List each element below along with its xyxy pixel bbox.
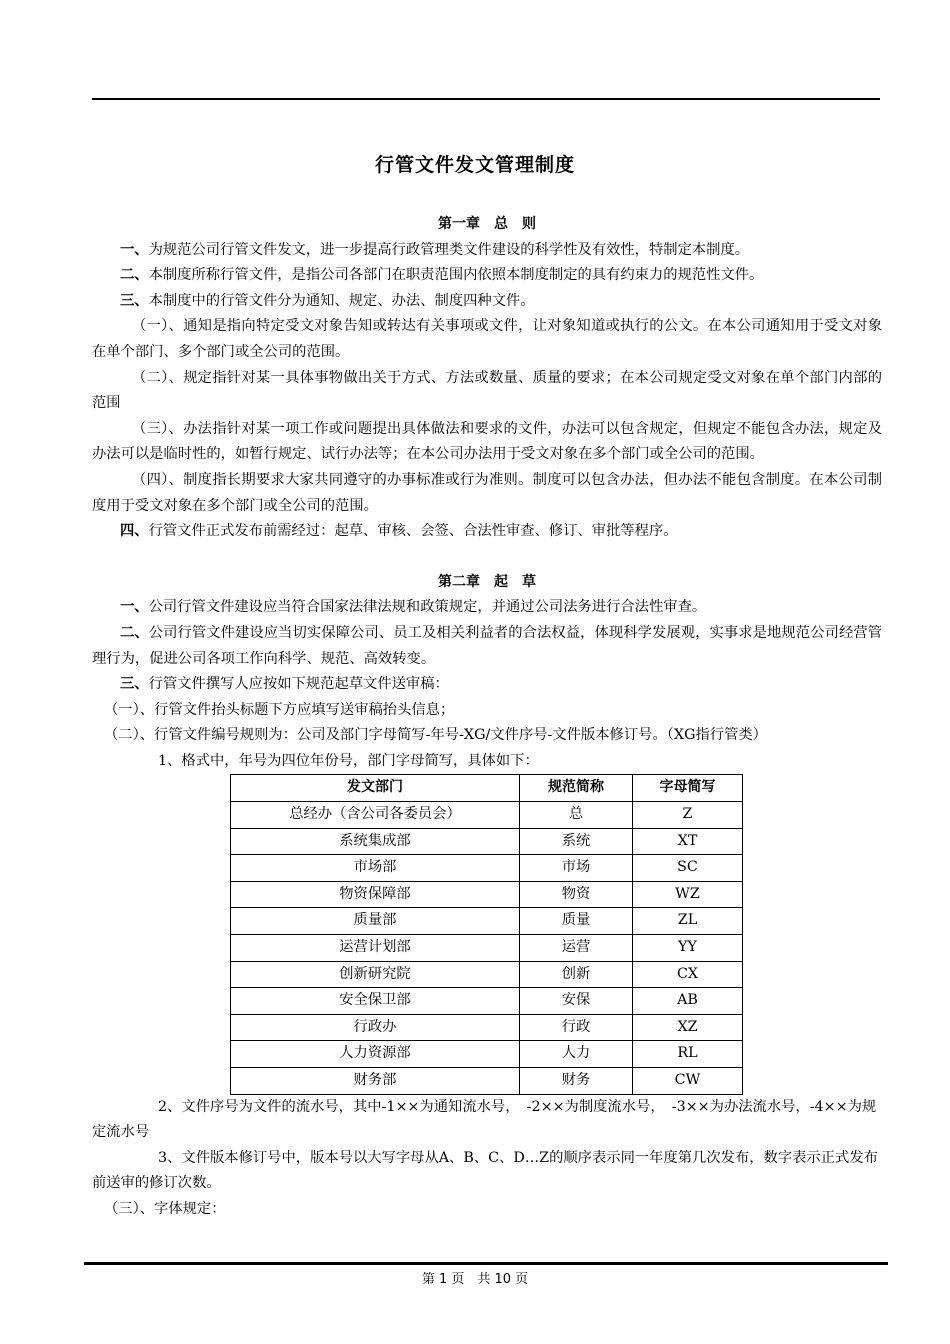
table-cell: 质量 bbox=[520, 908, 633, 935]
table-cell: 财务部 bbox=[231, 1068, 520, 1095]
table-row bbox=[231, 908, 743, 935]
table-cell: 运营 bbox=[520, 935, 633, 962]
table-cell: 行政 bbox=[520, 1014, 633, 1041]
table-cell: 市场 bbox=[520, 855, 633, 882]
table-cell: 安保 bbox=[520, 988, 633, 1015]
table-row bbox=[231, 1041, 743, 1068]
table-row bbox=[231, 988, 743, 1015]
table-row bbox=[231, 935, 743, 962]
table-cell: 创新 bbox=[520, 961, 633, 988]
ch2-item-1: 1、格式中，年号为四位年份号，部门字母简写，具体如下： bbox=[158, 752, 539, 769]
table-row bbox=[231, 1068, 743, 1095]
ch2-subclause-2: （二）、行管文件编号规则为：公司及部门字母简写-年号-XG/文件序号-文件版本修订号。（XG指行管类） bbox=[104, 727, 767, 744]
table-cell: 物资保障部 bbox=[231, 881, 520, 908]
document-title: 行管文件发文管理制度 bbox=[374, 154, 575, 176]
section-gap bbox=[92, 545, 882, 570]
table-cell: CX bbox=[633, 961, 743, 988]
table-row bbox=[231, 881, 743, 908]
header-rule bbox=[92, 98, 880, 100]
table-cell: 行政办 bbox=[231, 1014, 520, 1041]
table-cell: 运营计划部 bbox=[231, 935, 520, 962]
ch1-subclause-3: （三）、办法指针对某一项工作或问题提出具体做法和要求的文件，办法可以包含规定，但规定不能包含办法，规定及办法可以是临时性的，如暂行规定、试行办法等；在本公司办法用于受文对象在多个部门或全公司的范围。 bbox=[92, 420, 882, 463]
table-cell: 质量部 bbox=[231, 908, 520, 935]
table-cell: XZ bbox=[633, 1014, 743, 1041]
ch1-subclause-1: （一）、通知是指向特定受文对象告知或转达有关事项或文件，让对象知道或执行的公文。在本公司通知用于受文对象在单个部门、多个部门或全公司的范围。 bbox=[92, 318, 882, 360]
table-cell: 物资 bbox=[520, 881, 633, 908]
table-cell: 总 bbox=[520, 802, 633, 829]
ch2-subclause-3: （三）、字体规定： bbox=[104, 1200, 226, 1217]
table-row bbox=[231, 855, 743, 882]
table-header-cell: 规范简称 bbox=[520, 775, 633, 802]
table-cell: 安全保卫部 bbox=[231, 988, 520, 1015]
ch2-clause-2: 二、公司行管文件建设应当切实保障公司、员工及相关利益者的合法权益，体现科学发展观，实事求是地规范公司经营管理行为，促进公司各项工作向科学、规范、高效转变。 bbox=[92, 624, 883, 667]
table-cell: AB bbox=[633, 988, 743, 1015]
document-body bbox=[92, 212, 882, 1223]
table-cell: 人力 bbox=[520, 1041, 633, 1068]
ch2-item-2: 2、文件序号为文件的流水号，其中-1××为通知流水号， -2××为制度流水号， -3××为办法流水号，-4××为规定流水号 bbox=[92, 1098, 877, 1141]
chapter-2-heading: 第二章 起 草 bbox=[438, 573, 536, 590]
table-cell: RL bbox=[633, 1041, 743, 1068]
table-cell: XT bbox=[633, 828, 743, 855]
table-cell: CW bbox=[633, 1068, 743, 1095]
table-cell: 总经办（含公司各委员会） bbox=[231, 802, 520, 829]
table-cell: SC bbox=[633, 855, 743, 882]
ch2-item-3: 3、文件版本修订号中，版本号以大写字母从A、B、C、D…Z的顺序表示同一年度第几次发布，数字表示正式发布前送审的修订次数。 bbox=[92, 1149, 878, 1192]
table-row bbox=[231, 1014, 743, 1041]
table-cell: 系统 bbox=[520, 828, 633, 855]
ch1-clause-3: 三、本制度中的行管文件分为通知、规定、办法、制度四种文件。 bbox=[120, 292, 535, 309]
table-cell: 系统集成部 bbox=[231, 828, 520, 855]
ch1-clause-4: 四、行管文件正式发布前需经过：起草、审核、会签、合法性审查、修订、审批等程序。 bbox=[120, 523, 678, 540]
ch1-subclause-2: （二）、规定指针对某一具体事物做出关于方式、方法或数量、质量的要求；在本公司规定受文对象在单个部门内部的范围 bbox=[92, 369, 882, 412]
table-cell: Z bbox=[633, 802, 743, 829]
page-number: 第 1 页 共 10 页 bbox=[421, 1272, 529, 1287]
table-row bbox=[231, 961, 743, 988]
chapter-1-heading: 第一章 总 则 bbox=[438, 216, 536, 232]
table-cell: ZL bbox=[633, 908, 743, 935]
table-cell: 财务 bbox=[520, 1068, 633, 1095]
table-header-cell: 字母简写 bbox=[633, 775, 743, 802]
ch2-clause-3: 三、行管文件撰写人应按如下规范起草文件送审稿： bbox=[120, 676, 449, 693]
ch1-clause-1: 一、为规范公司行管文件发文，进一步提高行政管理类文件建设的科学性及有效性，特制定本制度。 bbox=[120, 241, 750, 258]
footer-rule bbox=[84, 1262, 888, 1265]
ch2-clause-1: 一、公司行管文件建设应当符合国家法律法规和政策规定，并通过公司法务进行合法性审查。 bbox=[120, 599, 707, 616]
ch1-subclause-4: （四）、制度指长期要求大家共同遵守的办事标准或行为准则。制度可以包含办法，但办法不能包含制度。在本公司制度用于受文对象在多个部门或全公司的范围。 bbox=[92, 471, 882, 514]
table-cell: 创新研究院 bbox=[231, 961, 520, 988]
table-row bbox=[231, 802, 743, 829]
table-header-cell: 发文部门 bbox=[231, 775, 520, 802]
table-cell: YY bbox=[633, 935, 743, 962]
table-cell: WZ bbox=[633, 881, 743, 908]
ch1-clause-2: 二、本制度所称行管文件，是指公司各部门在职责范围内依照本制度制定的具有约束力的规范性文件。 bbox=[120, 267, 764, 284]
table-row bbox=[231, 828, 743, 855]
table-cell: 人力资源部 bbox=[231, 1041, 520, 1068]
department-code-table bbox=[230, 774, 743, 1094]
table-cell: 市场部 bbox=[231, 855, 520, 882]
table-header-row bbox=[231, 775, 743, 802]
ch2-subclause-1: （一）、行管文件抬头标题下方应填写送审稿抬头信息； bbox=[104, 701, 455, 718]
